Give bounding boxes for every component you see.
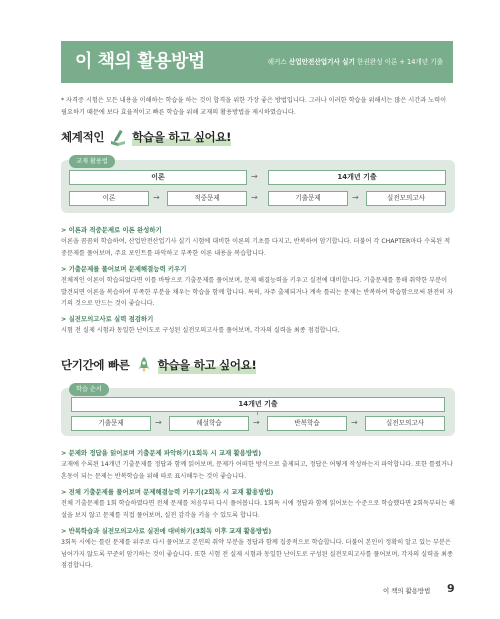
book-pencil-icon: [108, 128, 128, 146]
banner-subtitle: 해커스 산업안전산업기사 실기 한권완성 이론 + 14개년 기출: [267, 58, 443, 66]
past-exams-top-box: 14개년 기출: [71, 397, 445, 412]
item-body: 시험 전 실제 시험과 동일한 난이도로 구성된 실전모의고사를 풀어보며, 각자의 실력을 최종 점검합니다.: [61, 327, 340, 334]
footer-label: 이 책의 활용방법: [383, 587, 431, 595]
step-box: 실전모의고사: [366, 191, 446, 206]
arrow-right-icon: →: [251, 193, 258, 202]
arrow-right-icon: →: [351, 418, 358, 427]
intro-note: * 자격증 시험은 모든 내용을 이해하는 학습을 하는 것이 합격을 위한 가장 좋은 방법입니다. 그러나 이러한 학습을 위해서는 많은 시간과 노력이 필요하기 때문에 보다 효율적이고 빠른 학습을 위해 교재의 활용방법을 제시하였습니다.: [61, 97, 447, 116]
section2-title: 단기간에 빠른 학습을 하고 싶어요!: [61, 358, 257, 372]
item-heading: > 문제와 정답을 읽어보며 기출문제 파악하기(1회독 시 교재 활용방법): [61, 449, 262, 457]
study-order-panel: [61, 388, 455, 436]
step-box: 해설학습: [169, 416, 249, 431]
page-title: 이 책의 활용방법: [75, 51, 205, 72]
panel-tag: 교재 활용법: [69, 155, 115, 168]
arrow-right-icon: →: [251, 172, 258, 181]
arrow-right-icon: →: [155, 418, 162, 427]
rocket-icon: [134, 356, 154, 374]
step-box: 기출문제: [268, 191, 348, 206]
section1-title: 체계적인 학습을 하고 싶어요!: [61, 130, 232, 144]
connector-line: [257, 411, 258, 415]
panel-tag: 학습 순서: [69, 383, 109, 396]
arrow-right-icon: →: [253, 418, 260, 427]
arrow-right-icon: →: [153, 193, 160, 202]
item-body: 전체 기출문제를 1회 학습하였다면 전체 문제를 처음부터 다시 풀어봅니다. 1회독 시에 정답과 함께 읽어보는 수준으로 학습했다면 2회독부터는 해설을 보지 않고 문제를 직접 풀어보며, 실전 감각을 키울 수 있도록 합니다.: [61, 500, 455, 519]
step-box: 반복학습: [267, 416, 347, 431]
step-box: 실전모의고사: [365, 416, 445, 431]
arrow-right-icon: →: [352, 193, 359, 202]
item-body: 3회독 시에는 틀린 문제를 위주로 다시 풀어보고 본인의 취약 부분을 정답과 함께 집중적으로 학습합니다. 더불어 본인이 정확히 알고 있는 부분은 넘어가지 않도록 꾸준히 암기하는 것이 좋습니다. 또한 시험 전 실제 시험과 동일한 난이도로 구성된 실전모의고사를 풀어보며, 각자의 실력을 최종 점검합니다.: [61, 539, 453, 569]
page-number: 9: [447, 582, 455, 595]
step-box: 기출문제: [71, 416, 151, 431]
item-heading: > 전체 기출문제를 풀어보며 문제해결능력 키우기(2회독 시 교재 활용방법): [61, 488, 274, 496]
item-body: 전체적인 이론이 학습되었다면 이를 바탕으로 기출문제를 풀어보며, 문제 해결능력을 키우고 실전에 대비합니다. 기출문제를 통해 취약한 부분이 발견되면 이론을 복습하여 부족한 부분을 채우는 학습을 함께 합니다. 특히, 자주 출제되거나 계속 틀리는 문제는 반복하여 학습함으로써 완전히 자기의 것으로 만드는 것이 좋습니다.: [61, 277, 453, 307]
item-body: 교재에 수록된 14개년 기출문제를 정답과 함께 읽어보며, 문제가 어떠한 방식으로 출제되고, 정답은 어떻게 작성하는지 파악합니다. 또한 틀렸거나 혼동이 되는 문제는 반복학습을 위해 따로 표시해두는 것이 좋습니다.: [61, 461, 453, 480]
theory-group-box: 이론: [69, 170, 247, 185]
item-heading: > 실전모의고사로 실력 점검하기: [61, 315, 154, 323]
step-box: 이론: [69, 191, 149, 206]
past-exams-group-box: 14개년 기출: [268, 170, 446, 185]
item-heading: > 반복학습과 실전모의고사로 실전에 대비하기(3회독 이후 교재 활용방법): [61, 527, 272, 535]
step-box: 적중문제: [167, 191, 247, 206]
study-method-panel: [61, 160, 455, 213]
item-heading: > 기출문제를 풀어보며 문제해결능력 키우기: [61, 265, 187, 273]
item-heading: > 이론과 적중문제로 이론 완성하기: [61, 226, 162, 234]
item-body: 이론을 꼼꼼히 학습하여, 산업안전산업기사 실기 시험에 대비한 이론의 기초를 다지고, 반복하여 암기합니다. 더불어 각 CHAPTER마다 수록된 적중문제를 풀어보며, 주요 포인트를 파악하고 부족한 이론 내용을 복습합니다.: [61, 238, 451, 257]
title-banner: [61, 41, 453, 83]
